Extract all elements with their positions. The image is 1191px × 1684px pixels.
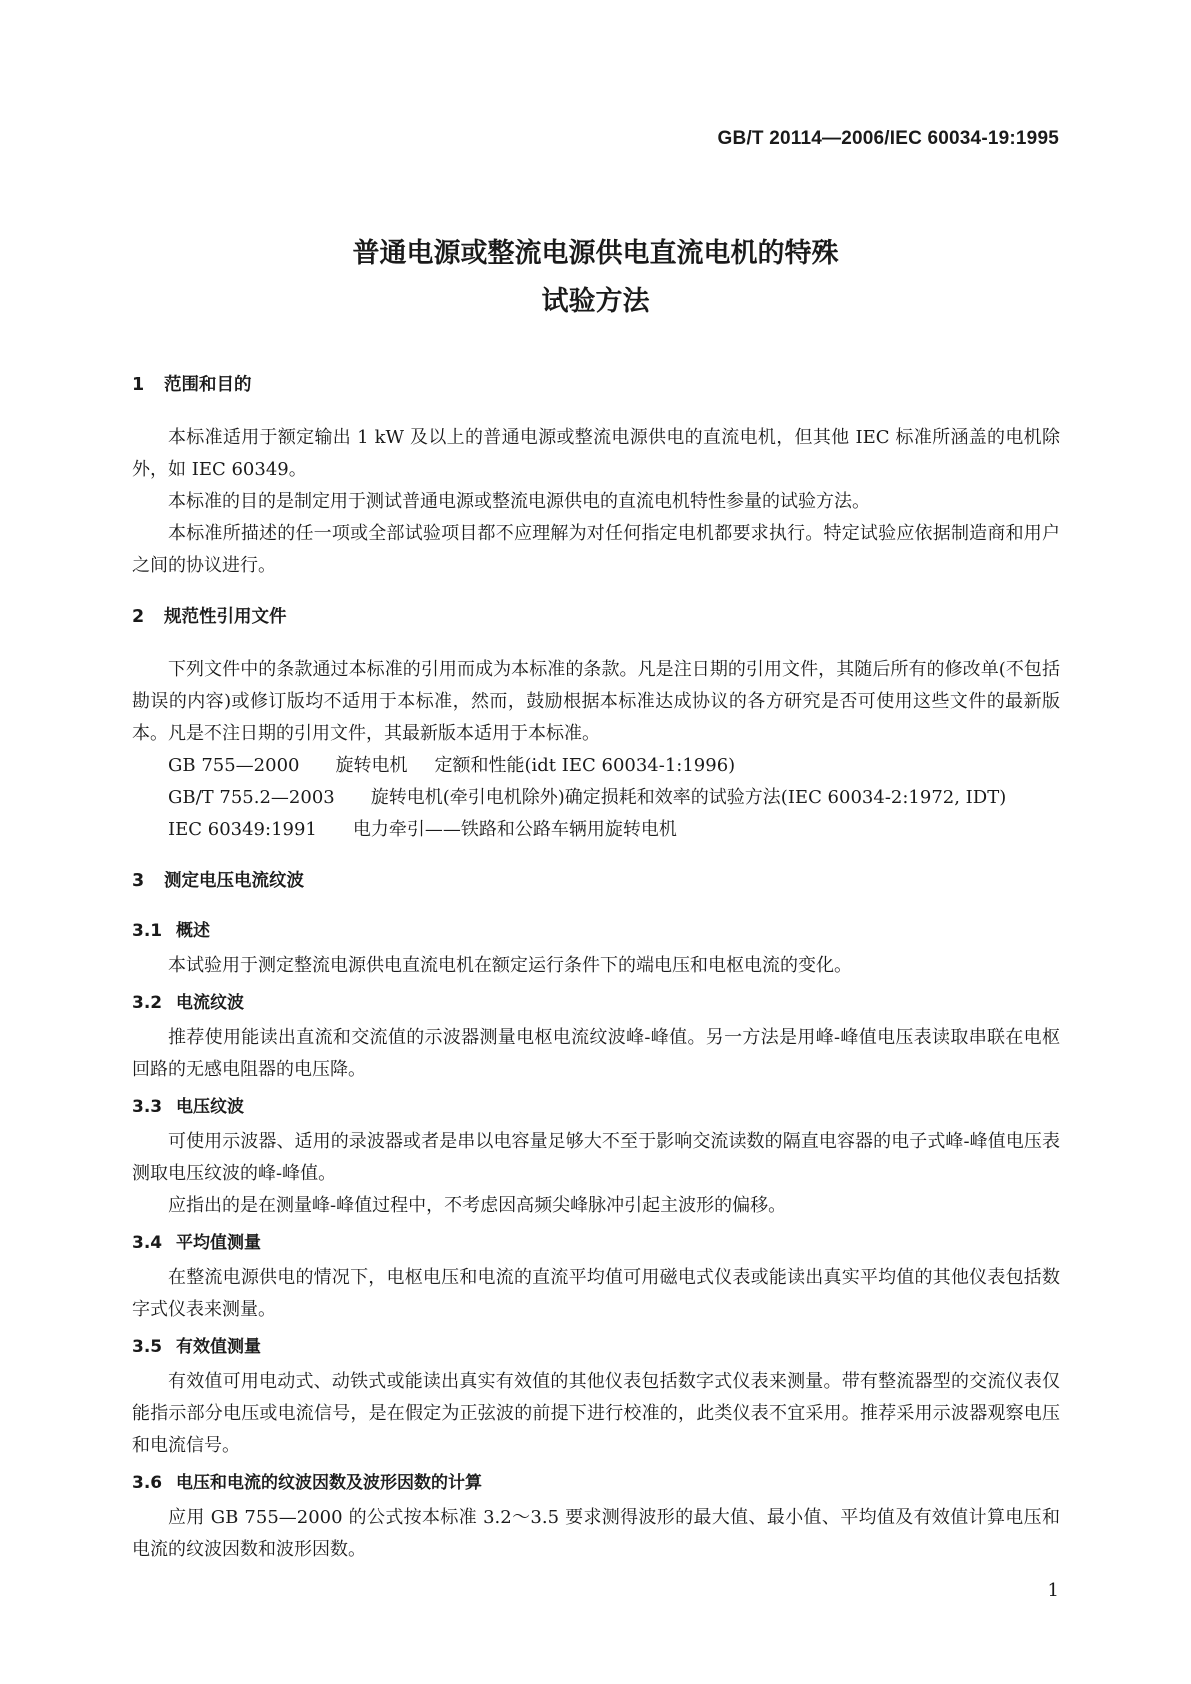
paragraph: 可使用示波器、适用的录波器或者是串以电容量足够大不至于影响交流读数的隔直电容器的电子式峰-峰值电压表测取电压纹波的峰-峰值。 bbox=[132, 1131, 1060, 1184]
subsection-heading-3-4 bbox=[132, 1230, 1060, 1256]
reference-title: 电力牵引——铁路和公路车辆用旋转电机 bbox=[352, 819, 677, 840]
reference-code: GB/T 755.2—2003 bbox=[168, 787, 335, 808]
paragraph: 本标准所描述的任一项或全部试验项目都不应理解为对任何指定电机都要求执行。特定试验应依据制造商和用户之间的协议进行。 bbox=[132, 523, 1060, 576]
paragraph: 推荐使用能读出直流和交流值的示波器测量电枢电流纹波峰-峰值。另一方法是用峰-峰值电压表读取串联在电枢回路的无感电阻器的电压降。 bbox=[132, 1027, 1060, 1080]
subsection-number: 3.3 bbox=[132, 1097, 163, 1117]
reference-title: 旋转电机(牵引电机除外)确定损耗和效率的试验方法(IEC 60034-2:1972, IDT) bbox=[370, 787, 1007, 808]
subsection-heading-3-6 bbox=[132, 1470, 1060, 1496]
section-heading-2 bbox=[132, 604, 1060, 630]
section-title: 范围和目的 bbox=[164, 375, 252, 395]
section-number: 1 bbox=[132, 375, 145, 395]
title-line-1: 普通电源或整流电源供电直流电机的特殊 bbox=[352, 238, 839, 269]
paragraph: 下列文件中的条款通过本标准的引用而成为本标准的条款。凡是注日期的引用文件，其随后所有的修改单(不包括勘误的内容)或修订版均不适用于本标准，然而，鼓励根据本标准达成协议的各方研究是否可使用这些文件的最新版本。凡是不注日期的引用文件，其最新版本适用于本标准。 bbox=[132, 659, 1060, 744]
paragraph: 在整流电源供电的情况下，电枢电压和电流的直流平均值可用磁电式仪表或能读出真实平均值的其他仪表包括数字式仪表来测量。 bbox=[132, 1267, 1060, 1320]
section-title: 测定电压电流纹波 bbox=[164, 871, 304, 891]
reference-title: 定额和性能(idt IEC 60034-1:1996) bbox=[434, 755, 736, 776]
reference-item bbox=[132, 782, 1060, 814]
reference-title: 旋转电机 bbox=[335, 755, 408, 776]
section-title: 规范性引用文件 bbox=[164, 607, 287, 627]
paragraph: 本标准适用于额定输出 1 kW 及以上的普通电源或整流电源供电的直流电机，但其他 IEC 标准所涵盖的电机除外，如 IEC 60349。 bbox=[132, 427, 1060, 480]
section-number: 2 bbox=[132, 607, 145, 627]
reference-code: IEC 60349:1991 bbox=[168, 819, 317, 840]
subsection-heading-3-3 bbox=[132, 1094, 1060, 1120]
subsection-number: 3.2 bbox=[132, 993, 163, 1013]
reference-item bbox=[132, 814, 1060, 846]
section-number: 3 bbox=[132, 871, 145, 891]
subsection-number: 3.1 bbox=[132, 921, 163, 941]
document-body bbox=[132, 372, 1060, 1566]
subsection-title: 电压纹波 bbox=[176, 1097, 244, 1117]
section-heading-1 bbox=[132, 372, 1060, 398]
paragraph: 应用 GB 755—2000 的公式按本标准 3.2～3.5 要求测得波形的最大值、最小值、平均值及有效值计算电压和电流的纹波因数和波形因数。 bbox=[132, 1507, 1060, 1560]
subsection-title: 概述 bbox=[176, 921, 210, 941]
subsection-title: 平均值测量 bbox=[176, 1233, 261, 1253]
title-line-2: 试验方法 bbox=[541, 286, 650, 317]
reference-code: GB 755—2000 bbox=[168, 755, 300, 776]
subsection-number: 3.6 bbox=[132, 1473, 163, 1493]
paragraph: 应指出的是在测量峰-峰值过程中，不考虑因高频尖峰脉冲引起主波形的偏移。 bbox=[168, 1195, 787, 1216]
subsection-heading-3-5 bbox=[132, 1334, 1060, 1360]
section-heading-3 bbox=[132, 868, 1060, 894]
document-title bbox=[0, 230, 1191, 326]
paragraph: 有效值可用电动式、动铁式或能读出真实有效值的其他仪表包括数字式仪表来测量。带有整流器型的交流仪表仅能指示部分电压或电流信号，是在假定为正弦波的前提下进行校准的，此类仪表不宜采用。推荐采用示波器观察电压和电流信号。 bbox=[132, 1371, 1060, 1456]
subsection-title: 有效值测量 bbox=[176, 1337, 261, 1357]
subsection-heading-3-1 bbox=[132, 918, 1060, 944]
subsection-heading-3-2 bbox=[132, 990, 1060, 1016]
page-number: 1 bbox=[1047, 1580, 1059, 1601]
paragraph: 本试验用于测定整流电源供电直流电机在额定运行条件下的端电压和电枢电流的变化。 bbox=[168, 955, 852, 976]
subsection-title: 电压和电流的纹波因数及波形因数的计算 bbox=[176, 1473, 482, 1493]
reference-item bbox=[132, 750, 1060, 782]
subsection-title: 电流纹波 bbox=[176, 993, 244, 1013]
subsection-number: 3.4 bbox=[132, 1233, 163, 1253]
subsection-number: 3.5 bbox=[132, 1337, 163, 1357]
paragraph: 本标准的目的是制定用于测试普通电源或整流电源供电的直流电机特性参量的试验方法。 bbox=[168, 491, 870, 512]
standard-code: GB/T 20114—2006/IEC 60034-19:1995 bbox=[717, 128, 1059, 149]
